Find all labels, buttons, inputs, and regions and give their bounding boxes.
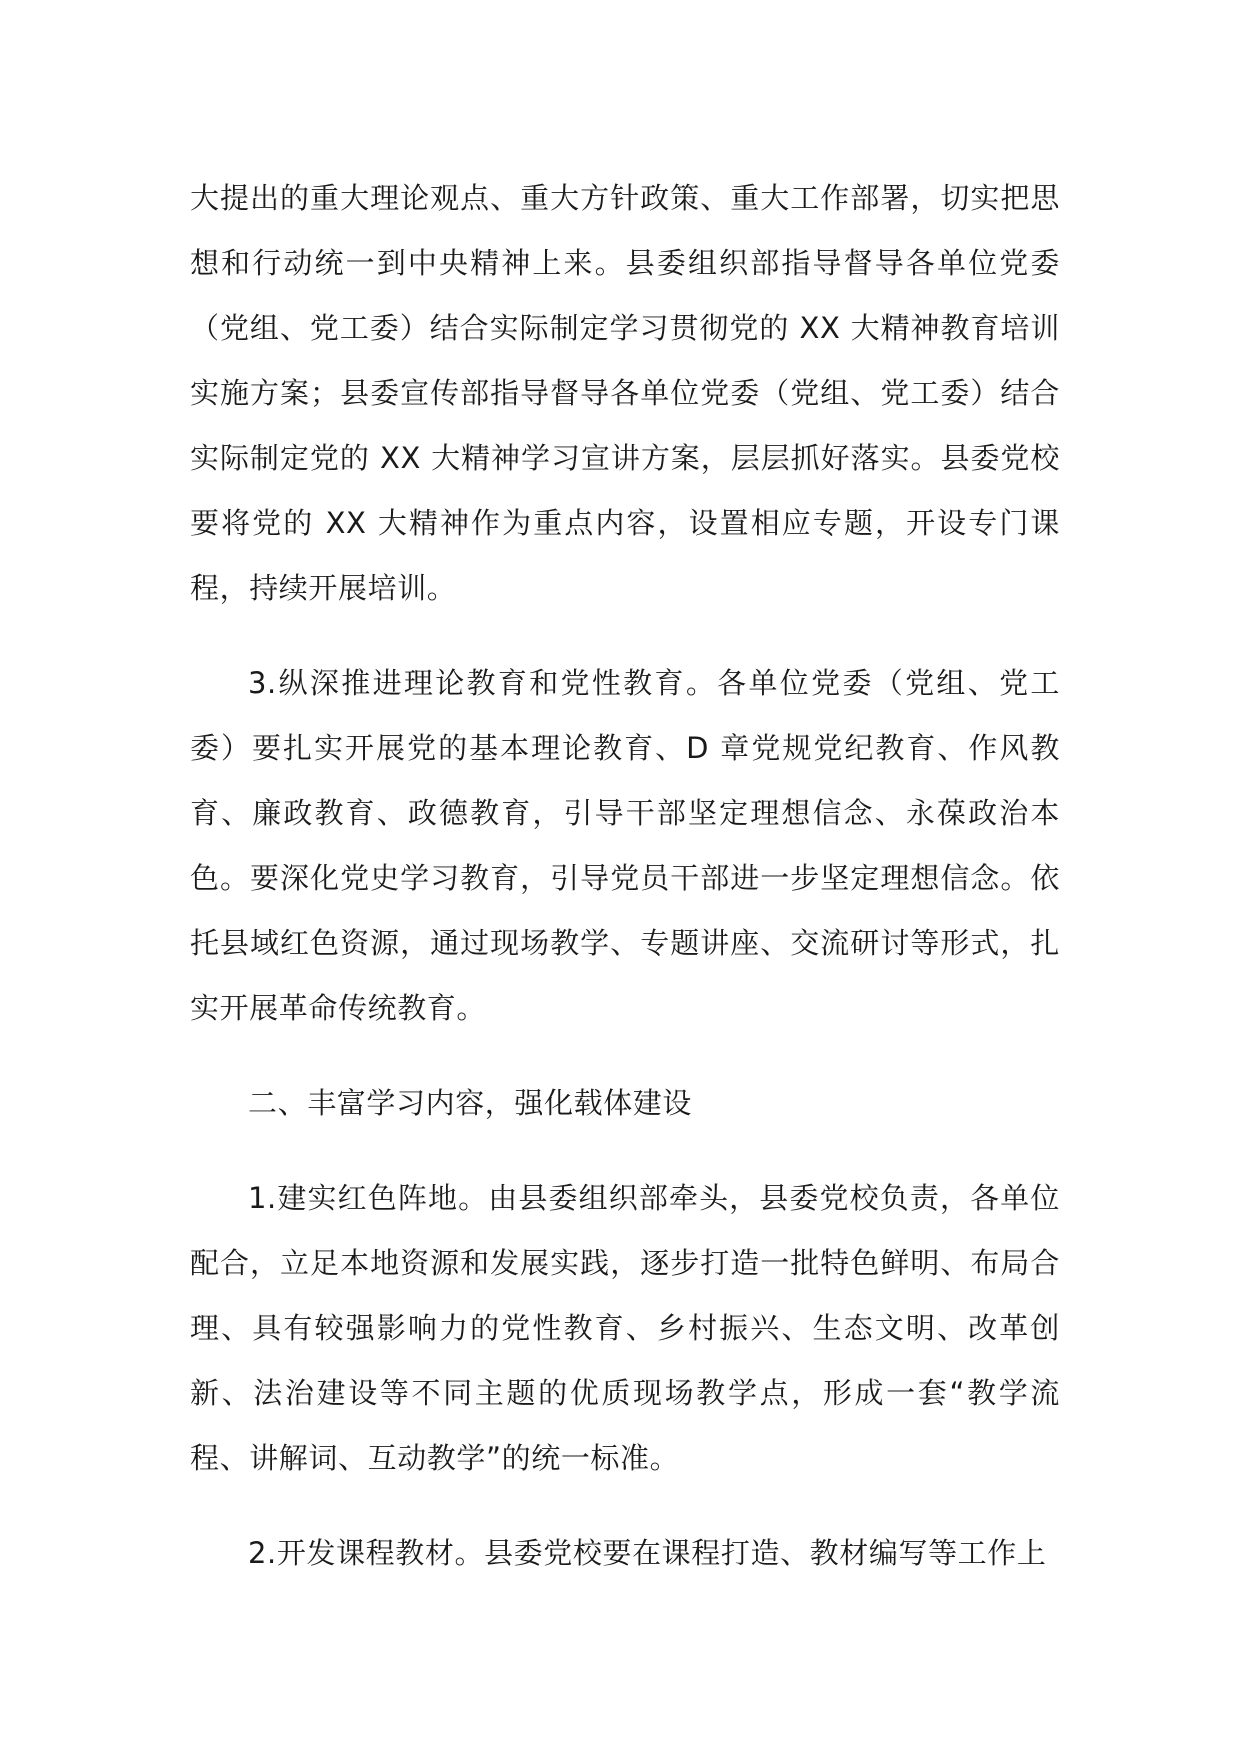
paragraph-red-base: 1.建实红色阵地。由县委组织部牵头，县委党校负责，各单位配合，立足本地资源和发展实践，逐步打造一批特色鲜明、布局合理、具有较强影响力的党性教育、乡村振兴、生态文明、改革创新、法治建设等不同主题的优质现场教学点，形成一套“教学流程、讲解词、互动教学”的统一标准。	[190, 1181, 1060, 1475]
section-heading: 二、丰富学习内容，强化载体建设	[248, 1086, 693, 1120]
document-body	[190, 166, 1060, 1616]
paragraph-course-materials: 2.开发课程教材。县委党校要在课程打造、教材编写等工作上	[248, 1536, 1047, 1570]
paragraph-continued: 大提出的重大理论观点、重大方针政策、重大工作部署，切实把思想和行动统一到中央精神上来。县委组织部指导督导各单位党委（党组、党工委）结合实际制定学习贯彻党的 XX 大精神教育培训实施方案；县委宣传部指导督导各单位党委（党组、党工委）结合实际制定党的 XX 大精神学习宣讲方案，层层抓好落实。县委党校要将党的 XX 大精神作为重点内容，设置相应专题，开设专门课程，持续开展培训。	[190, 181, 1060, 605]
paragraph-theory-education: 3.纵深推进理论教育和党性教育。各单位党委（党组、党工委）要扎实开展党的基本理论教育、D 章党规党纪教育、作风教育、廉政教育、政德教育，引导干部坚定理想信念、永葆政治本色。要深化党史学习教育，引导党员干部进一步坚定理想信念。依托县域红色资源，通过现场教学、专题讲座、交流研讨等形式，扎实开展革命传统教育。	[190, 666, 1060, 1025]
